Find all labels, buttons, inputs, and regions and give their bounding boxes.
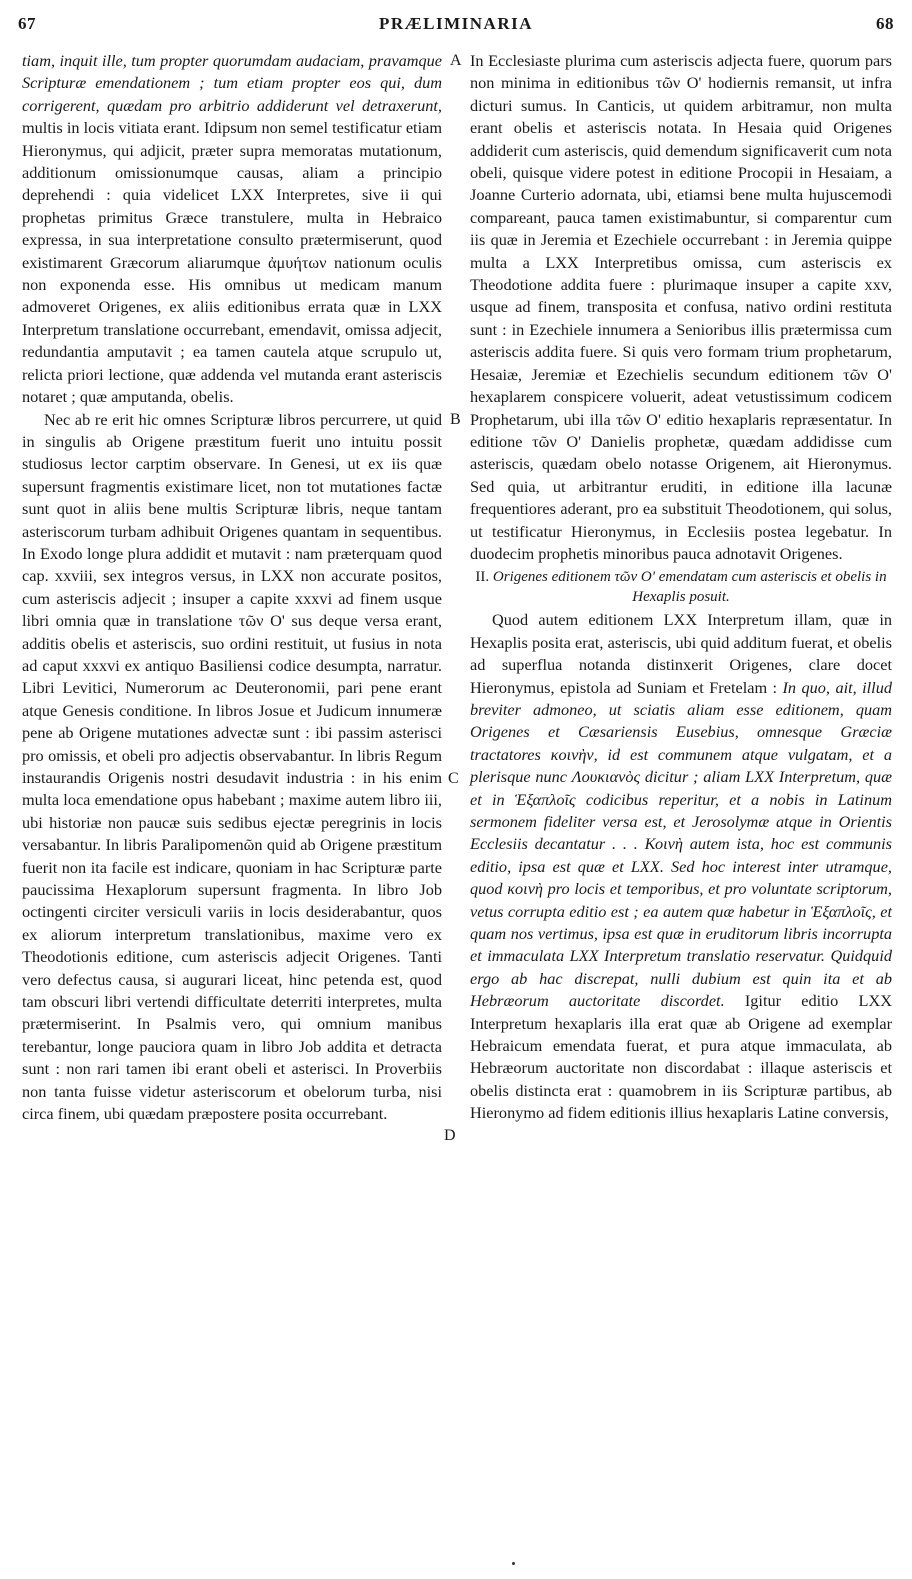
page-number-left: 67 xyxy=(18,14,36,33)
section-heading-number: II. xyxy=(475,569,490,586)
margin-marker-b: B xyxy=(450,411,461,428)
right-paragraph-2 xyxy=(470,609,892,1124)
right-paragraph-2-intro: Quod autem editionem LXX Interpretum illam, quæ in Hexaplis posita erat, asteriscis, ubi quid additum fuerat, et obelis ad superflua notanda distinxerit Origenes, clare docet Hieronymus, epistola ad Suniam et Fretelam : xyxy=(470,610,892,697)
left-column xyxy=(22,50,442,1126)
right-paragraph-2-quotation: In quo, ait, illud breviter admoneo, ut sciatis aliam esse editionem, quam Origenes et Cæsariensis Eusebius, omnesque Græciæ tractatores κοινὴν, id est communem atque vulgatam, et a plerisque nunc Λουκιανὸς dicitur ; aliam LXX Interpretum, quæ et in Ἑξαπλοῖς codicibus reperitur, et a nobis in Latinum sermonem fideliter versa est, et Jerosolymæ atque in Orientis Ecclesiis decantatur . . . Κοινὴ autem ista, hoc est communis editio, ipsa est quæ et LXX. Sed hoc interest inter utramque, quod κοινὴ pro locis et temporibus, et pro voluntate scriptorum, vetus corrupta editio est ; ea autem quæ habetur in Ἑξαπλοῖς, et quam nos vertimus, ipsa est quæ in eruditorum libris incorrupta et immaculata LXX Interpretum translatio reservatur. Quidquid ergo ab hac discrepat, nulli dubium est quin ita et ab Hebræorum auctoritate discordet. xyxy=(470,677,892,1011)
section-heading-text: Origenes editionem τῶν Ο' emendatam cum asteriscis et obelis in Hexaplis posuit. xyxy=(492,569,887,606)
running-header xyxy=(18,14,894,40)
left-paragraph-1-italic: tiam, inquit ille, tum propter quorumdam audaciam, pravamque Scripturæ emendationem ; tum etiam propter eos qui, dum corrigerent, quædam pro arbitrio addiderunt vel detraxerunt, xyxy=(22,51,442,115)
margin-marker-d: D xyxy=(444,1127,456,1144)
running-title: PRÆLIMINARIA xyxy=(379,14,533,33)
page-number-right: 68 xyxy=(876,14,894,33)
right-paragraph-2-conclusion: Igitur editio LXX Interpretum hexaplaris illa erat quæ ab Origene ad exemplar Hebraicum emendata fuerat, et pura atque immaculata, ab Hebræorum auctoritate non discordabat : illaque asteriscis et obelis distincta erat : quamobrem in iis Scripturæ partibus, ab Hieronymo ad fidem editionis illius hexaplaris Latine conversis, xyxy=(470,991,893,1123)
left-paragraph-2: Nec ab re erit hic omnes Scripturæ libros percurrere, ut quid in singulis ab Origene præstitum fuerit uno intuitu possit studiosus lector carptim observare. In Genesi, ut ex iis quæ supersunt fragmentis existimare licet, non tot mutationes factæ sunt quot in aliis bene multis Scripturæ libris, neque tantam asteriscorum turbam adhibuit Origenes quantam in sequentibus. In Exodo longe plura addidit et mutavit : nam præterquam quod cap. xxviii, sex integros versus, in LXX non accurate positos, cum asteriscis adjecit ; insuper a capite xxxvi ad finem usque libri omnia quæ in translatione τῶν Ο' sus deque versa erant, additis obelis et asteriscis, suo ordini restituit, ut fusius in nota ad caput xxxvi ex antiquo Basiliensi codice desumpta, narratur. Libri Levitici, Numerorum ac Deuteronomii, pari pene erant atque Genesis conditione. In libros Josue et Judicum innumeræ pene ab Origene mutationes advectæ sunt : ibi passim asterisci pro omissis, et obeli pro adjectis observabantur. In libris Regum instaurandis Origenis nostri desudavit industria : in his enim multa loca emendatione opus habebant ; maxime autem libro iii, ubi historiæ non paucæ suis sedibus ejectæ peregrinis in locis versabantur. In libris Paralipomenῶn quid ab Origene præstitum fuerit non ita facile est indicare, quoniam in hac Scripturæ parte paucissima Hexaplorum supersunt fragmenta. In libro Job octingenti circiter versiculi variis in locis desiderabantur, quos ex aliorum interpretum translationibus, maxime vero ex Theodotionis editione, cum asteriscis adjecit Origenes. Tanti vero defectus causa, si augurari liceat, hinc petenda est, quod tam obscuri libri vertendi difficultate deterriti interpretes, multa prætermiserint. In Psalmis vero, qui omnium manibus terebantur, longe pauciora quam in libro Job addita et detracta sunt : non rari tamen ibi erant obeli et asterisci. In Proverbiis non tanta fuisse videtur asteriscorum et obelorum turba, nisi circa finem, ubi quædam præpostere posita occurrebant. xyxy=(22,409,442,1124)
margin-marker-a: A xyxy=(450,52,462,69)
right-paragraph-1: In Ecclesiaste plurima cum asteriscis adjecta fuere, quorum pars non minima in editionibus τῶν Ο' hodiernis remansit, ut infra dicturi sumus. In Canticis, ut quidem arbitramur, non multa erant obelis et asteriscis notata. In Hesaia quid Origenes addiderit cum asteriscis, quid demendum significaverit cum nota obeli, quisque videre potest in editione Procopii in Hesaiam, a Joanne Curterio adornata, ubi, etiamsi bene multa hujuscemodi compareant, pauca tamen existimabuntur, si comparentur cum iis quæ in Jeremia et Ezechiele occurrebant : in Jeremia quippe multa a LXX Interpretibus omissa, cum asteriscis ex Theodotione addita fuere : plurimaque insuper a capite xxv, usque ad finem, transposita et confusa, nativo ordini restituta sunt : in Ezechiele innumera a Senioribus illis prætermissa cum asteriscis addita fuere. Si quis vero formam trium prophetarum, Hesaiæ, Jeremiæ et Ezechielis secundum editionem τῶν Ο' hexaplarem conspicere voluerit, adeat vetustissimum codicem Prophetarum, ubi illa τῶν Ο' editio hexaplaris repræsentatur. In editione τῶν Ο' Danielis prophetæ, quædam addidisse cum asteriscis, quædam obelo notasse Origenem, ait Hieronymus. Sed quia, ut arbitrantur eruditi, in editione illa lacunæ frequentiores aderant, pro ea substituit Theodotionem, qui solus, ut testificatur Hieronymus, in Ecclesiis postea legebatur. In duodecim prophetis minoribus pauca adnotavit Origenes. xyxy=(470,51,892,563)
margin-marker-c: C xyxy=(448,770,459,787)
scan-dot-mark xyxy=(512,1562,515,1565)
left-paragraph-1 xyxy=(22,50,442,409)
right-column xyxy=(470,50,892,1125)
section-heading xyxy=(470,567,892,607)
left-paragraph-1-text: multis in locis vitiata erant. Idipsum non semel testificatur etiam Hieronymus, qui adjicit, præter supra memoratas mutationum, additionum omissionumque causas, aliam a principio deprehendi : quia videlicet LXX Interpretes, sive ii qui prophetas primitus Græce transtulere, multa in Hebraico expressa, in sua interpretatione consulto prætermiserunt, quod existimarent Græcorum aliarumque ἀμυήτων nationum oculis non exponenda esse. His omnibus ut medicam manum admoveret Origenes, ex aliis editionibus errata quæ in LXX Interpretum translatione occurrebant, emendavit, omissa adjecit, redundantia amputavit ; ea tamen cautela atque scrupulo ut, relicta priori lectione, quæ addenda vel mutanda erant asteriscis notaret ; quæ amputanda, obelis. xyxy=(22,118,442,407)
